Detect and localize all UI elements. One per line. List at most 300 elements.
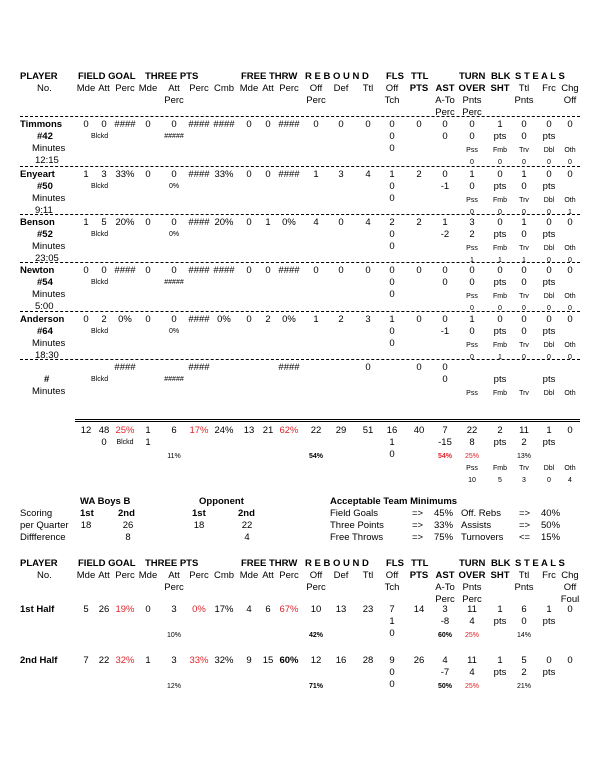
minutes-label: Minutes (32, 241, 66, 252)
scoring-label: Scoring (20, 508, 53, 519)
stat-cell: pts (542, 181, 556, 192)
half-cell: 60% (279, 655, 299, 666)
stat-cell: 0 (171, 314, 177, 325)
turnover-label: Dbl (543, 197, 555, 204)
stat-cell: 0 (389, 229, 395, 240)
divider (20, 116, 580, 117)
col-ttl-pnts: Pnts (514, 582, 534, 593)
col-fls: FLS (386, 71, 404, 82)
blocked-label: Blckd (91, 328, 109, 335)
total-cell: pts (542, 437, 556, 448)
total-perc: 25% (464, 453, 480, 460)
stat-cell: 0 (338, 217, 344, 228)
half-cell: 0 (546, 655, 552, 666)
turnover-label: Fmb (493, 147, 507, 154)
stat-cell: 1 (442, 217, 448, 228)
stat-cell: 0 (567, 169, 573, 180)
stat-cell: 0 (416, 265, 422, 276)
half-cell: pts (542, 667, 556, 678)
fouls-row3: 0 (389, 338, 395, 349)
col-sub-def: Def (333, 83, 349, 94)
period-2: 2nd (238, 508, 255, 519)
minutes-label: Minutes (32, 143, 66, 154)
col-sub-mde: Mde (138, 83, 158, 94)
divider (20, 359, 580, 360)
half-cell: 6 (265, 604, 271, 615)
stat-cell: -1 (440, 326, 450, 337)
half-perc: 25% (464, 683, 480, 690)
stat-cell: 0 (442, 374, 448, 385)
total-cell: 6 (171, 425, 177, 436)
stat-cell: 0 (416, 119, 422, 130)
blocked-label: Blckd (91, 231, 109, 238)
hash: #### (188, 362, 210, 373)
col-att-perc: Perc (164, 95, 184, 106)
col-sub-over: OVER (458, 570, 486, 581)
blocked-label: Blckd (91, 133, 109, 140)
turnover-value: 0 (522, 209, 526, 216)
hash: #### (114, 362, 136, 373)
turnover-value: 0 (568, 159, 572, 166)
half-cell: 33% (189, 655, 209, 666)
minutes-label: Minutes (32, 193, 66, 204)
total-cell: 1 (145, 437, 151, 448)
total-cell: 48 (98, 425, 110, 436)
minutes-value: 9:11 (35, 205, 53, 216)
turnover-label: Oth (564, 465, 576, 472)
half-perc: 71% (308, 683, 324, 690)
stat-cell: 0 (145, 169, 151, 180)
stat-cell: 0 (246, 217, 252, 228)
stat-cell: 0 (313, 119, 319, 130)
stat-cell: 33% (115, 169, 135, 180)
turnover-label: Oth (564, 390, 576, 397)
stat-cell: #### (188, 119, 210, 130)
minimum-value: 75% (434, 532, 454, 543)
minutes-value: 23:05 (35, 253, 59, 264)
col-perc-a: Perc (435, 594, 455, 605)
half-cell: 7 (83, 655, 89, 666)
stat-cell: 0 (246, 169, 252, 180)
col-player: PLAYER (20, 71, 58, 82)
stat-cell: 0 (171, 169, 177, 180)
col-sub-att: Att (262, 570, 274, 581)
stat-cell: pts (493, 181, 507, 192)
stat-cell: 0% (282, 314, 296, 325)
col-sub-pts: PTS (409, 83, 429, 94)
half-cell: 12 (310, 655, 322, 666)
col-rebound: R E B O U N D (305, 71, 369, 82)
stat-cell: 1 (313, 169, 319, 180)
half-cell: 32% (115, 655, 135, 666)
col-sub-cmb: Cmb (213, 83, 235, 94)
stat-cell: 0 (389, 265, 395, 276)
col-no: No. (37, 83, 52, 94)
stat-cell: 0% (118, 314, 132, 325)
half-cell: 0 (567, 655, 573, 666)
stat-cell: 1 (265, 217, 271, 228)
stat-cell: 0 (389, 131, 395, 142)
minutes-value: 12:15 (35, 155, 59, 166)
blocked-label: Blckd (91, 279, 109, 286)
half-cell: 3 (171, 655, 177, 666)
total-cell: 0 (567, 425, 573, 436)
stat-cell: 0 (521, 326, 527, 337)
half-cell: 6 (521, 604, 527, 615)
half-perc: 0 (389, 679, 395, 690)
turnover-value: 0 (470, 159, 474, 166)
turnover-label: Dbl (543, 465, 555, 472)
col-perc-b: Perc (462, 107, 482, 118)
turnover-value: 0 (470, 305, 474, 312)
stat-cell: 1 (83, 217, 89, 228)
total-cell: 2 (521, 437, 527, 448)
turnover-value: 0 (498, 159, 502, 166)
col-sub-ast: AST (435, 570, 455, 581)
stat-cell: #### (188, 314, 210, 325)
half-cell: 5 (83, 604, 89, 615)
total-cell: 22 (466, 425, 478, 436)
stat-cell: pts (542, 277, 556, 288)
stat-cell: 0 (497, 217, 503, 228)
stat-cell: 0 (83, 314, 89, 325)
stat-cell: 0 (546, 169, 552, 180)
col-sub-perc: Perc (279, 570, 299, 581)
turnover-label: Oth (564, 245, 576, 252)
half-perc: 60% (437, 632, 453, 639)
stat-cell: 0 (521, 131, 527, 142)
stat-cell: 0 (246, 265, 252, 276)
stat-cell: 0 (497, 169, 503, 180)
col-sub-att: Att (262, 83, 274, 94)
total-cell: 21 (262, 425, 274, 436)
divider (20, 311, 580, 312)
turnover-value: 1 (470, 257, 474, 264)
stat-cell: 33% (214, 169, 234, 180)
stat-cell: -1 (440, 181, 450, 192)
total-cell: 51 (362, 425, 374, 436)
half-cell: 67% (279, 604, 299, 615)
half-cell: 2 (521, 667, 527, 678)
turnover-value: 3 (522, 477, 526, 484)
stat-cell: 3 (365, 314, 371, 325)
turnover-value: 1 (498, 257, 502, 264)
half-cell: 9 (246, 655, 252, 666)
half-cell: 5 (521, 655, 527, 666)
stat-cell: 0 (416, 362, 422, 373)
col-no: No. (37, 570, 52, 581)
stat-cell: 0 (521, 229, 527, 240)
half-cell: 3 (442, 604, 448, 615)
period-2: 2nd (118, 508, 135, 519)
stat-cell: 0 (567, 265, 573, 276)
col-sub-mde: Mde (239, 83, 259, 94)
half-cell: 23 (362, 604, 374, 615)
fouls-row3: 0 (389, 193, 395, 204)
stat-cell: 0 (265, 169, 271, 180)
diff-q2: 4 (244, 532, 250, 543)
col-sub-ttl_small: Ttl (362, 83, 374, 94)
turnover-label: Trv (519, 342, 529, 349)
col-sub-att: Att (98, 570, 110, 581)
turnover-label: Fmb (493, 245, 507, 252)
half-cell: 0 (521, 616, 527, 627)
stat-cell: 0 (442, 277, 448, 288)
stat-cell: 1 (389, 169, 395, 180)
fouls-row3: 0 (389, 289, 395, 300)
minimums-title: Acceptable Team Minimums (330, 496, 458, 507)
turnover-label: Oth (564, 197, 576, 204)
divider (75, 421, 580, 422)
stat-cell: 0 (546, 265, 552, 276)
col-sub-ttl_small: Ttl (518, 83, 530, 94)
minutes-label: Minutes (32, 289, 66, 300)
stat-cell: 0 (265, 265, 271, 276)
stat-cell: 20% (115, 217, 135, 228)
col-sub-perc: Perc (115, 83, 135, 94)
player-name: Newton (20, 265, 55, 276)
total-perc: 13% (516, 453, 532, 460)
opp-q2: 22 (241, 520, 253, 531)
stat-cell: pts (542, 131, 556, 142)
stat-cell: #### (188, 217, 210, 228)
turnover-value: 0 (498, 209, 502, 216)
stat-cell: 0 (83, 265, 89, 276)
blocked-label: Blckd (91, 376, 109, 383)
stat-cell: 0 (338, 265, 344, 276)
team-name: WA Boys B (80, 496, 131, 507)
turnover-label: Oth (564, 147, 576, 154)
minimum-value: 45% (434, 508, 454, 519)
stat-cell: pts (493, 131, 507, 142)
turnover-label: Pss (466, 390, 478, 397)
half-cell: 15 (262, 655, 274, 666)
stat-cell: 0 (338, 119, 344, 130)
turnover-label: Trv (519, 147, 529, 154)
stat-cell: pts (542, 229, 556, 240)
stat-cell: 4 (365, 217, 371, 228)
half-cell: 0 (389, 667, 395, 678)
total-cell: 1 (145, 425, 151, 436)
col-sub-def: Def (333, 570, 349, 581)
stat-cell: 0 (171, 217, 177, 228)
half-perc: 0 (389, 628, 395, 639)
turnover-value: 0 (470, 209, 474, 216)
half-cell: 19% (115, 604, 135, 615)
turnover-label: Fmb (493, 465, 507, 472)
stat-cell: 20% (214, 217, 234, 228)
stat-cell: 0 (389, 181, 395, 192)
minimum-label: Free Throws (330, 532, 384, 543)
minutes-label: Minutes (32, 386, 66, 397)
half-perc: 21% (516, 683, 532, 690)
total-cell: 8 (469, 437, 475, 448)
stat-cell: 1 (521, 217, 527, 228)
half-cell: 7 (389, 604, 395, 615)
minimum-label: Off. Rebs (461, 508, 501, 519)
col-turn: TURN (459, 558, 486, 569)
stat-cell: 0 (365, 362, 371, 373)
col-sub-over: OVER (458, 83, 486, 94)
player-number: #54 (37, 277, 53, 288)
stat-cell: 0 (442, 314, 448, 325)
col-fls: FLS (386, 558, 404, 569)
stat-cell: pts (493, 277, 507, 288)
stat-cell: #### (188, 265, 210, 276)
turnover-value: 0 (547, 477, 551, 484)
half-cell: 22 (98, 655, 110, 666)
col-off-perc: Perc (306, 95, 326, 106)
player-name: Timmons (20, 119, 63, 130)
minutes-value: 5:00 (35, 301, 54, 312)
half-cell: 4 (469, 616, 475, 627)
three-pt-perc: ##### (164, 279, 184, 286)
turnover-label: Fmb (493, 293, 507, 300)
half-cell: 26 (413, 655, 425, 666)
pts-label: pts (493, 374, 507, 385)
turnover-value: 10 (468, 477, 476, 484)
arrow: => (412, 532, 424, 543)
col-blk: BLK (491, 71, 511, 82)
hash: #### (278, 362, 300, 373)
col-sub-off: Off (385, 83, 399, 94)
col-sub-mde: Mde (76, 570, 96, 581)
turnover-label: Dbl (543, 245, 555, 252)
stat-cell: #### (114, 119, 136, 130)
total-cell: 11 (519, 425, 529, 436)
turnover-label: Pss (466, 293, 478, 300)
minimum-value: 15% (541, 532, 561, 543)
player-number: #52 (37, 229, 53, 240)
three-pt-perc: ##### (164, 376, 184, 383)
turnover-value: 0 (498, 305, 502, 312)
stat-cell: 0 (145, 119, 151, 130)
half-cell: 26 (98, 604, 110, 615)
turnover-value: 0 (522, 159, 526, 166)
stat-cell: 0 (389, 277, 395, 288)
stat-cell: 0 (469, 265, 475, 276)
col-ato: A-To (435, 582, 455, 593)
half-cell: 28 (362, 655, 374, 666)
col-sub-mde: Mde (239, 570, 259, 581)
turnover-label: Dbl (543, 147, 555, 154)
arrow: => (412, 520, 424, 531)
col-att-perc: Perc (164, 582, 184, 593)
turnover-label: Dbl (543, 390, 555, 397)
stat-cell: 1 (389, 314, 395, 325)
stat-cell: pts (493, 326, 507, 337)
arrow: => (412, 508, 424, 519)
stat-cell: 0 (265, 119, 271, 130)
col-sub-perc: Perc (189, 570, 209, 581)
stat-cell: 0 (497, 265, 503, 276)
col-off-tch: Tch (384, 95, 400, 106)
turnover-label: Trv (519, 293, 529, 300)
col-ato: A-To (435, 95, 455, 106)
col-foul: Foul (560, 594, 580, 605)
half-cell: 14 (413, 604, 425, 615)
stat-cell: #### (188, 169, 210, 180)
turnover-value: 0 (568, 354, 572, 361)
half-label: 2nd Half (20, 655, 58, 666)
col-sub-off: Off (309, 83, 323, 94)
stat-cell: 2 (389, 217, 395, 228)
stat-cell: 0 (469, 131, 475, 142)
total-cell: 7 (442, 425, 448, 436)
col-sub-sht: SHT (490, 570, 510, 581)
stat-cell: 0 (246, 119, 252, 130)
stat-cell: 0 (567, 314, 573, 325)
player-name: Benson (20, 217, 55, 228)
col-perc-b: Perc (462, 594, 482, 605)
half-cell: pts (542, 616, 556, 627)
turnover-label: Fmb (493, 342, 507, 349)
col-sub-perc: Perc (189, 83, 209, 94)
stat-cell: 2 (101, 314, 107, 325)
half-cell: 0% (192, 604, 206, 615)
col-sub-perc: Perc (279, 83, 299, 94)
col-sub-off: Off (385, 570, 399, 581)
minutes-value: 18:30 (35, 350, 59, 361)
stat-cell: 0 (313, 265, 319, 276)
stat-cell: 0 (521, 181, 527, 192)
three-pt-perc: ##### (164, 133, 184, 140)
total-perc: 54% (308, 453, 324, 460)
half-perc: 12% (166, 683, 182, 690)
turnover-value: 4 (568, 477, 572, 484)
col-pnts: Pnts (462, 582, 482, 593)
stat-cell: 0% (282, 217, 296, 228)
half-cell: pts (493, 616, 507, 627)
half-label: 1st Half (20, 604, 55, 615)
turnover-label: Fmb (493, 197, 507, 204)
turnover-value: 0 (547, 209, 551, 216)
half-cell: 4 (246, 604, 252, 615)
minimum-label: Assists (461, 520, 492, 531)
col-rebound: R E B O U N D (305, 558, 369, 569)
fouls-row3: 0 (389, 143, 395, 154)
col-ttl: TTL (411, 71, 429, 82)
turnover-label: Pss (466, 465, 478, 472)
col-sub-off: Off (309, 570, 323, 581)
col-sub-att: Att (168, 570, 180, 581)
opp-q1: 18 (193, 520, 205, 531)
turnover-value: 0 (568, 305, 572, 312)
turnover-value: 0 (547, 159, 551, 166)
col-sub-mde: Mde (138, 570, 158, 581)
stat-cell: 0 (171, 119, 177, 130)
turnover-label: Pss (466, 147, 478, 154)
col-player: PLAYER (20, 558, 58, 569)
half-perc: 10% (166, 632, 182, 639)
col-off: Off (563, 95, 577, 106)
total-perc: 11% (167, 453, 181, 460)
half-cell: -7 (440, 667, 450, 678)
three-pt-perc: 0% (168, 183, 180, 190)
col-sub-att: Att (98, 83, 110, 94)
turnover-value: 1 (568, 209, 572, 216)
stat-cell: 0 (365, 265, 371, 276)
fouls-row3: 0 (389, 241, 395, 252)
col-ttl: TTL (411, 558, 429, 569)
period-1: 1st (192, 508, 206, 519)
turnover-label: Pss (466, 197, 478, 204)
difference-label: Diffference (20, 532, 66, 543)
opponent-name: Opponent (199, 496, 244, 507)
team-q2: 26 (122, 520, 134, 531)
col-sub-ttl_small: Ttl (362, 570, 374, 581)
turnover-value: 0 (547, 305, 551, 312)
